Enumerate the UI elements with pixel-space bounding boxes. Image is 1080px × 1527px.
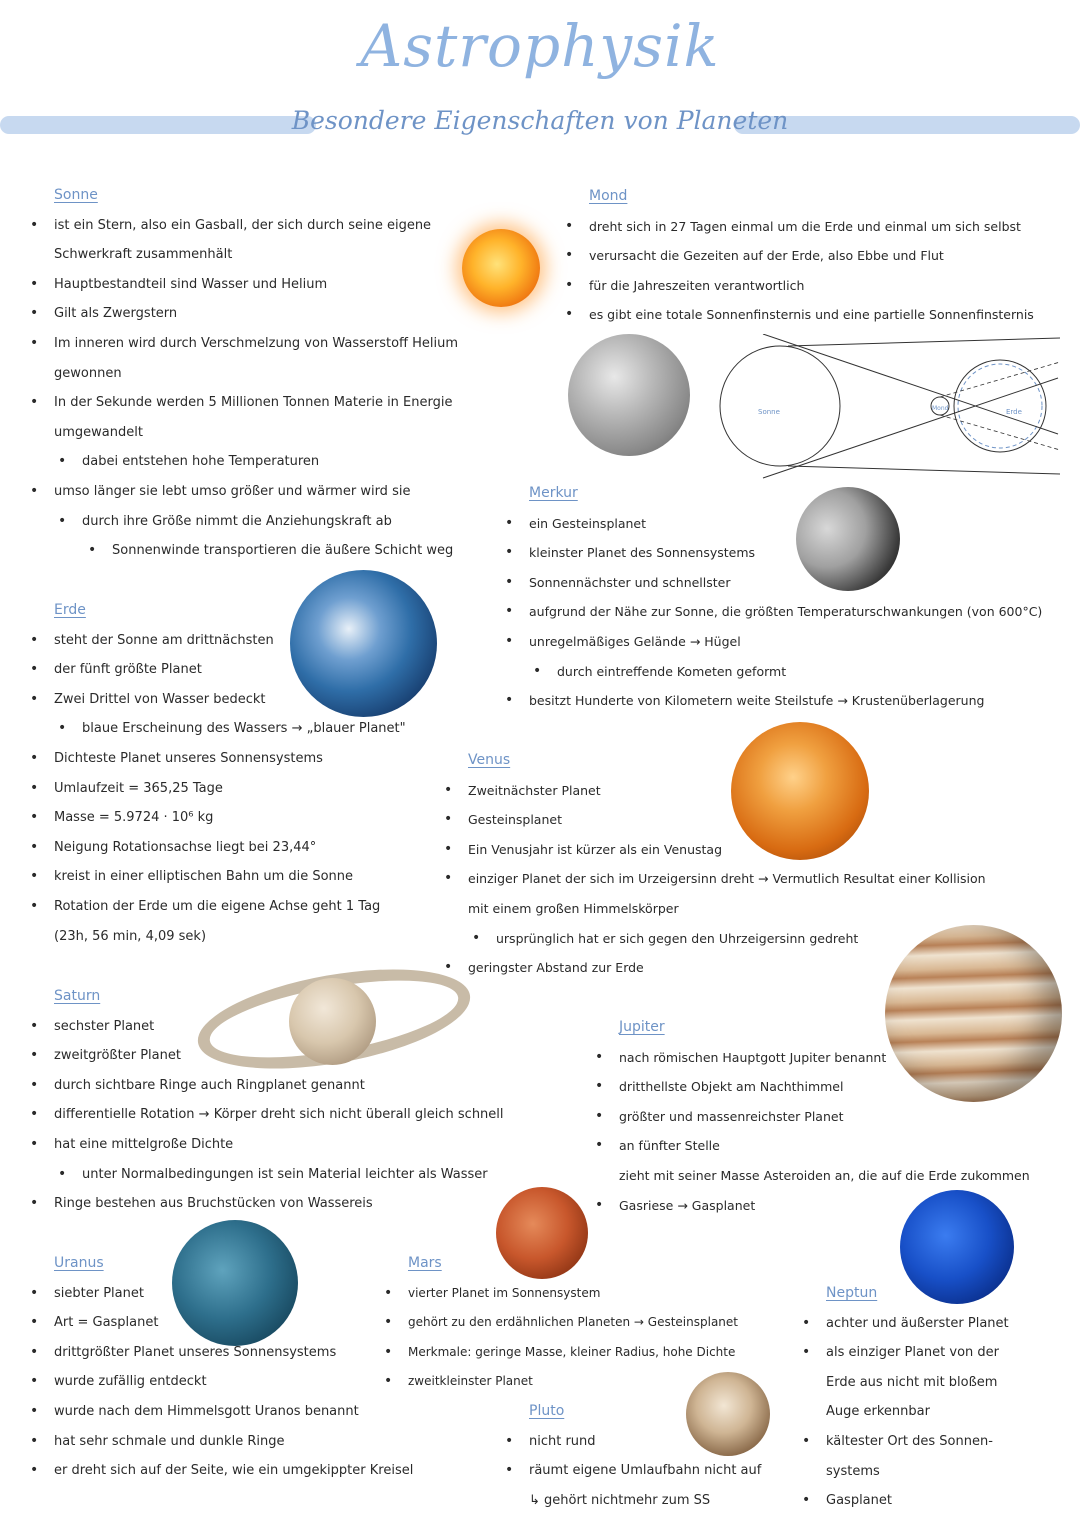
list-item: • Zwei Drittel von Wasser bedeckt bbox=[28, 685, 406, 715]
section-neptun bbox=[800, 1279, 1009, 1516]
page-title: Astrophysik bbox=[360, 12, 720, 80]
list-item: umgewandelt bbox=[54, 424, 143, 440]
list-item: • wurde zufällig entdeckt bbox=[28, 1367, 413, 1397]
list-item: • drittgrößter Planet unseres Sonnensystems bbox=[28, 1338, 413, 1368]
sun-image bbox=[462, 229, 540, 307]
list-item: • zweitgrößter Planet bbox=[28, 1041, 504, 1071]
list-item: • hat sehr schmale und dunkle Ringe bbox=[28, 1427, 413, 1457]
section-merkur bbox=[503, 478, 1042, 716]
list-item: • Umlaufzeit = 365,25 Tage bbox=[28, 774, 406, 804]
section-sonne bbox=[28, 181, 458, 566]
list-item: • Ringe bestehen aus Bruchstücken von Wassereis bbox=[28, 1189, 504, 1219]
moon-image bbox=[568, 334, 690, 456]
diagram-sun-label: Sonne bbox=[758, 408, 780, 416]
list-item: • wurde nach dem Himmelsgott Uranos benannt bbox=[28, 1397, 413, 1427]
list-item: ↳ gehört nichtmehr zum SS bbox=[529, 1492, 711, 1508]
section-heading: Sonne bbox=[54, 187, 98, 203]
list-item: • unter Normalbedingungen ist sein Material leichter als Wasser bbox=[28, 1160, 504, 1190]
list-item: • Gilt als Zwergstern bbox=[28, 299, 458, 329]
list-item: • dabei entstehen hohe Temperaturen bbox=[28, 447, 458, 477]
list-item: Schwerkraft zusammenhält bbox=[54, 247, 233, 263]
diagram-moon-label: Mond bbox=[932, 405, 949, 412]
list-item: • geringster Abstand zur Erde bbox=[442, 953, 986, 983]
list-item: Erde aus nicht mit bloßem bbox=[826, 1374, 998, 1390]
section-pluto bbox=[503, 1397, 761, 1515]
list-item: • Ein Venusjahr ist kürzer als ein Venustag bbox=[442, 835, 986, 865]
list-item: Auge erkennbar bbox=[826, 1404, 930, 1420]
section-heading: Mond bbox=[589, 188, 628, 204]
list-item: • Sonnennächster und schnellster bbox=[503, 568, 1042, 598]
diagram-earth-label: Erde bbox=[1006, 408, 1022, 416]
list-item: • durch sichtbare Ringe auch Ringplanet genannt bbox=[28, 1071, 504, 1101]
list-item: systems bbox=[826, 1463, 880, 1479]
section-jupiter bbox=[593, 1012, 1030, 1220]
list-item: • kleinster Planet des Sonnensystems bbox=[503, 538, 1042, 568]
list-item: • Rotation der Erde um die eigene Achse geht 1 Tag bbox=[28, 892, 406, 922]
list-item: • steht der Sonne am drittnächsten bbox=[28, 626, 406, 656]
list-item: • nach römischen Hauptgott Jupiter benannt bbox=[593, 1043, 1030, 1073]
list-item: • aufgrund der Nähe zur Sonne, die größten Temperaturschwankungen (von 600°C) bbox=[503, 597, 1042, 627]
list-item: • Gasriese → Gasplanet bbox=[593, 1191, 1030, 1221]
section-erde bbox=[28, 596, 406, 951]
section-heading: Neptun bbox=[826, 1285, 878, 1301]
list-item: • vierter Planet im Sonnensystem bbox=[382, 1279, 738, 1309]
list-item: • räumt eigene Umlaufbahn nicht auf bbox=[503, 1456, 761, 1486]
list-item: • Art = Gasplanet bbox=[28, 1308, 413, 1338]
list-item: • für die Jahreszeiten verantwortlich bbox=[563, 271, 1034, 301]
section-saturn bbox=[28, 982, 504, 1219]
list-item: • er dreht sich auf der Seite, wie ein umgekippter Kreisel bbox=[28, 1456, 413, 1486]
list-item: • siebter Planet bbox=[28, 1279, 413, 1309]
page-subtitle: Besondere Eigenschaften von Planeten bbox=[291, 106, 789, 135]
list-item: • durch eintreffende Kometen geformt bbox=[503, 657, 1042, 687]
section-heading: Erde bbox=[54, 602, 86, 618]
eclipse-diagram bbox=[718, 334, 1068, 479]
list-item: • kältester Ort des Sonnen- bbox=[800, 1427, 1009, 1457]
list-item: • Im inneren wird durch Verschmelzung von Wasserstoff Helium bbox=[28, 329, 458, 359]
list-item: • unregelmäßiges Gelände → Hügel bbox=[503, 627, 1042, 657]
section-venus bbox=[442, 745, 986, 983]
list-item: • zweitkleinster Planet bbox=[382, 1367, 738, 1397]
section-heading: Pluto bbox=[529, 1403, 565, 1419]
list-item: • ist ein Stern, also ein Gasball, der sich durch seine eigene bbox=[28, 211, 458, 241]
list-item: • durch ihre Größe nimmt die Anziehungskraft ab bbox=[28, 507, 458, 537]
section-heading: Jupiter bbox=[619, 1019, 665, 1035]
list-item: • kreist in einer elliptischen Bahn um die Sonne bbox=[28, 862, 406, 892]
section-mond bbox=[563, 181, 1034, 330]
section-heading: Saturn bbox=[54, 988, 101, 1004]
section-heading: Venus bbox=[468, 752, 511, 768]
list-item: (23h, 56 min, 4,09 sek) bbox=[54, 928, 207, 944]
list-item: gewonnen bbox=[54, 365, 122, 381]
list-item: • größter und massenreichster Planet bbox=[593, 1102, 1030, 1132]
list-item: • gehört zu den erdähnlichen Planeten → Gesteinsplanet bbox=[382, 1308, 738, 1338]
list-item: • Zweitnächster Planet bbox=[442, 776, 986, 806]
list-item: • dreht sich in 27 Tagen einmal um die Erde und einmal um sich selbst bbox=[563, 212, 1034, 242]
list-item: • achter und äußerster Planet bbox=[800, 1309, 1009, 1339]
list-item: • besitzt Hunderte von Kilometern weite Steilstufe → Krustenüberlagerung bbox=[503, 686, 1042, 716]
list-item: • Sonnenwinde transportieren die äußere Schicht weg bbox=[28, 536, 458, 566]
list-item: • als einziger Planet von der bbox=[800, 1338, 1009, 1368]
list-item: • einziger Planet der sich im Urzeigersinn dreht → Vermutlich Resultat einer Kollision bbox=[442, 864, 986, 894]
list-item: • Hauptbestandteil sind Wasser und Helium bbox=[28, 270, 458, 300]
list-item: • blaue Erscheinung des Wassers → „blauer Planet" bbox=[28, 714, 406, 744]
list-item: • Gasplanet bbox=[800, 1486, 1009, 1516]
list-item: • dritthellste Objekt am Nachthimmel bbox=[593, 1072, 1030, 1102]
list-item: • an fünfter Stelle bbox=[593, 1131, 1030, 1161]
list-item: • Neigung Rotationsachse liegt bei 23,44° bbox=[28, 833, 406, 863]
list-item: • verursacht die Gezeiten auf der Erde, also Ebbe und Flut bbox=[563, 241, 1034, 271]
list-item: • Dichteste Planet unseres Sonnensystems bbox=[28, 744, 406, 774]
list-item: • umso länger sie lebt umso größer und wärmer wird sie bbox=[28, 477, 458, 507]
section-heading: Uranus bbox=[54, 1255, 104, 1271]
list-item: • differentielle Rotation → Körper dreht sich nicht überall gleich schnell bbox=[28, 1100, 504, 1130]
list-item: • ein Gesteinsplanet bbox=[503, 509, 1042, 539]
section-heading: Merkur bbox=[529, 485, 578, 501]
list-item: • ursprünglich hat er sich gegen den Uhrzeigersinn gedreht bbox=[442, 924, 986, 954]
section-mars bbox=[382, 1249, 738, 1397]
list-item: • In der Sekunde werden 5 Millionen Tonnen Materie in Energie bbox=[28, 388, 458, 418]
section-uranus bbox=[28, 1249, 413, 1486]
section-heading: Mars bbox=[408, 1255, 442, 1271]
list-item: • hat eine mittelgroße Dichte bbox=[28, 1130, 504, 1160]
list-item: • nicht rund bbox=[503, 1427, 761, 1457]
list-item: • Masse = 5.9724 · 10⁶ kg bbox=[28, 803, 406, 833]
list-item: • es gibt eine totale Sonnenfinsternis und eine partielle Sonnenfinsternis bbox=[563, 300, 1034, 330]
list-item: mit einem großen Himmelskörper bbox=[468, 900, 679, 916]
list-item: zieht mit seiner Masse Asteroiden an, die auf die Erde zukommen bbox=[619, 1167, 1030, 1183]
list-item: • sechster Planet bbox=[28, 1012, 504, 1042]
list-item: • Gesteinsplanet bbox=[442, 805, 986, 835]
list-item: • der fünft größte Planet bbox=[28, 655, 406, 685]
list-item: • Merkmale: geringe Masse, kleiner Radius, hohe Dichte bbox=[382, 1338, 738, 1368]
